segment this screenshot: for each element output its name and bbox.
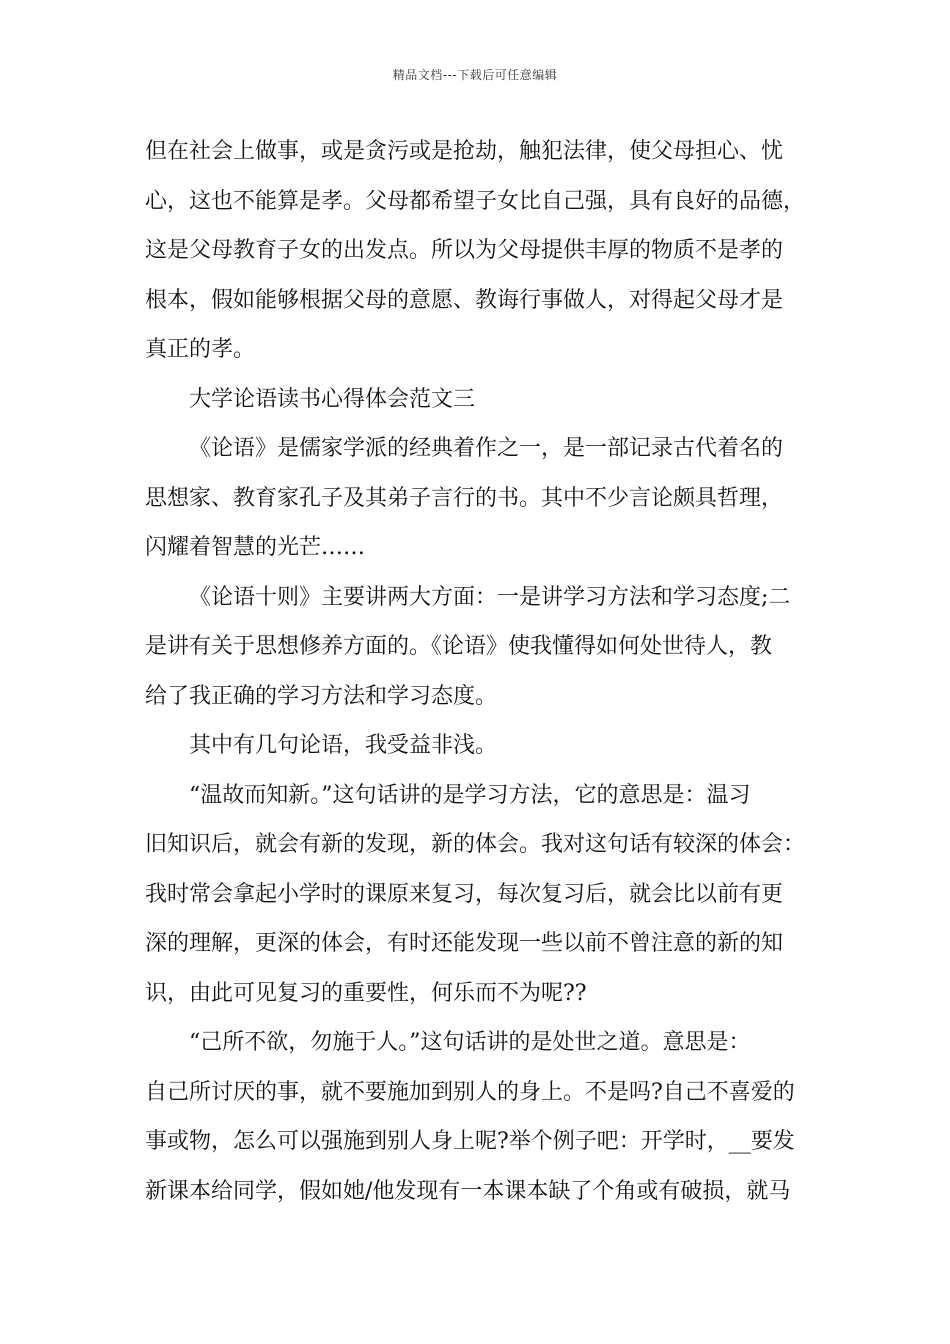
text-line: 其中有几句论语，我受益非浅。 bbox=[189, 733, 498, 758]
text-line: 思想家、教育家孔子及其弟子言行的书。其中不少言论颇具哲理， bbox=[145, 485, 784, 511]
text-line: 心，这也不能算是孝。父母都希望子女比自己强，具有良好的品德， bbox=[145, 188, 806, 214]
text-line: 《论语十则》主要讲两大方面：一是讲学习方法和学习态度;二 bbox=[189, 584, 791, 610]
text-line: 识，由此可见复习的重要性，何乐而不为呢?? bbox=[145, 980, 587, 1006]
text-line: 事或物，怎么可以强施到别人身上呢?举个例子吧：开学时，__要发 bbox=[145, 1129, 795, 1154]
text-line: “己所不欲，勿施于人。”这句话讲的是处世之道。意思是： bbox=[189, 1030, 751, 1055]
text-line: 新课本给同学，假如她/他发现有一本课本缺了个角或有破损，就马 bbox=[145, 1178, 791, 1204]
text-line: 我时常会拿起小学时的课原来复习，每次复习后，就会比以前有更 bbox=[145, 881, 784, 907]
text-line: 但在社会上做事，或是贪污或是抢劫，触犯法律，使父母担心、忧 bbox=[145, 139, 784, 164]
text-line: 给了我正确的学习方法和学习态度。 bbox=[145, 683, 498, 709]
text-line: 闪耀着智慧的光芒…… bbox=[145, 535, 366, 560]
text-line: 大学论语读书心得体会范文三 bbox=[189, 386, 476, 412]
text-line: 是讲有关于思想修养方面的。《论语》使我懂得如何处世待人，教 bbox=[145, 634, 773, 659]
page-header: 精品文档---下载后可任意编辑 bbox=[392, 68, 558, 82]
text-line: 真正的孝。 bbox=[145, 337, 256, 362]
text-line: “温故而知新。”这句话讲的是学习方法，它的意思是：温习 bbox=[189, 782, 751, 808]
text-line: 自己所讨厌的事，就不要施加到别人的身上。不是吗?自己不喜爱的 bbox=[145, 1079, 795, 1105]
text-line: 旧知识后，就会有新的发现，新的体会。我对这句话有较深的体会： bbox=[145, 832, 806, 857]
text-line: 《论语》是儒家学派的经典着作之一，是一部记录古代着名的 bbox=[189, 436, 784, 461]
text-line: 根本，假如能够根据父母的意愿、教诲行事做人，对得起父母才是 bbox=[145, 287, 784, 313]
text-line: 这是父母教育子女的出发点。所以为父母提供丰厚的物质不是孝的 bbox=[145, 238, 784, 263]
document-body bbox=[145, 127, 810, 1216]
text-line: 深的理解，更深的体会，有时还能发现一些以前不曾注意的新的知 bbox=[145, 931, 784, 956]
